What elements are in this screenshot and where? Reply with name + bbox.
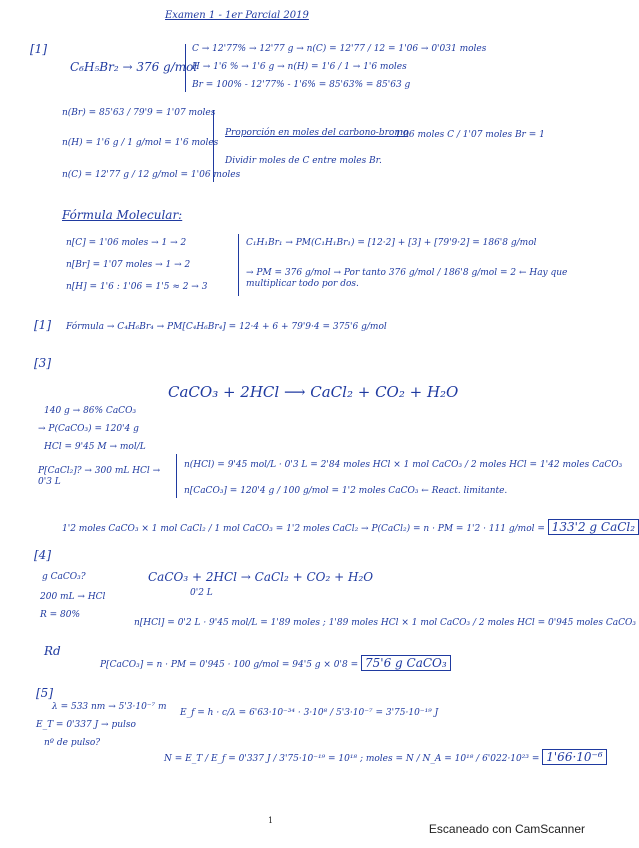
q1-fm-pm: C₁H₁Br₁ → PM(C₁H₁Br₁) = [12·2] + [3] + [79'9·2] = 186'8 g/mol bbox=[246, 238, 537, 248]
q5-label: [5] bbox=[36, 686, 53, 700]
q1-n-br: n(Br) = 85'63 / 79'9 = 1'07 moles bbox=[62, 108, 216, 118]
q5-given-question: nº de pulso? bbox=[44, 738, 101, 748]
q3-label: [3] bbox=[34, 356, 51, 370]
q2-label: [1] bbox=[34, 318, 51, 332]
q1-formula-heading: Fórmula Molecular: bbox=[62, 208, 183, 222]
q3-result-text: 1'2 moles CaCO₃ × 1 mol CaCl₂ / 1 mol CaCO₃ = 1'2 moles CaCl₂ → P(CaCl₂) = n · PM = 1'2 · 111 g/mol = bbox=[62, 524, 548, 534]
q4-result bbox=[100, 656, 451, 671]
q1-proportion-value: 1'06 moles C / 1'07 moles Br = 1 bbox=[395, 130, 545, 140]
q3-data-mass: 140 g → 86% CaCO₃ bbox=[44, 406, 137, 416]
q1-n-c: n(C) = 12'77 g / 12 g/mol = 1'06 moles bbox=[62, 170, 241, 180]
q3-result-box: 133'2 g CaCl₂ bbox=[548, 519, 639, 535]
q1-n-h: n(H) = 1'6 g / 1 g/mol = 1'6 moles bbox=[62, 138, 219, 148]
q1-fm-br: n[Br] = 1'07 moles → 1 → 2 bbox=[66, 260, 191, 270]
q1-fm-h: n[H] = 1'6 : 1'06 = 1'5 ≈ 2 → 3 bbox=[66, 282, 208, 292]
q5-given-wavelength: λ = 533 nm → 5'3·10⁻⁷ m bbox=[52, 702, 167, 712]
q4-volume: 0'2 L bbox=[190, 588, 213, 598]
q3-brace bbox=[176, 454, 177, 498]
q3-data-pure: → P(CaCO₃) = 120'4 g bbox=[38, 424, 139, 434]
q1-bromine-line: Br = 100% - 12'77% - 1'6% = 85'63% = 85'63 g bbox=[192, 80, 411, 90]
q1-proportion-label: Proporción en moles del carbono-bromo bbox=[225, 128, 409, 138]
q3-data-question: P[CaCl₂]? → 300 mL HCl → 0'3 L bbox=[38, 466, 161, 487]
q1-brace bbox=[185, 44, 186, 92]
page-number: 1 bbox=[268, 816, 274, 825]
q4-calc: n[HCl] = 0'2 L · 9'45 mol/L = 1'89 moles ; 1'89 moles HCl × 1 mol CaCO₃ / 2 moles HCl = 0'945 moles CaCO₃ bbox=[134, 618, 636, 628]
q1-proportion-note: Dividir moles de C entre moles Br. bbox=[225, 156, 382, 166]
q4-rd-label: Rd bbox=[44, 644, 61, 658]
q5-photons-text: N = E_T / E_f = 0'337 J / 3'75·10⁻¹⁹ = 10¹⁸ ; moles = N / N_A = 10¹⁸ / 6'022·10²³ = bbox=[164, 754, 543, 764]
q3-calc-caco3: n[CaCO₃] = 120'4 g / 100 g/mol = 1'2 moles CaCO₃ ← React. limitante. bbox=[184, 486, 508, 496]
q4-reaction: CaCO₃ + 2HCl → CaCl₂ + CO₂ + H₂O bbox=[148, 570, 374, 584]
scanner-watermark: Escaneado con CamScanner bbox=[428, 822, 585, 836]
q3-result bbox=[62, 520, 639, 535]
q1-fm-c: n[C] = 1'06 moles → 1 → 2 bbox=[66, 238, 187, 248]
q4-label: [4] bbox=[34, 548, 51, 562]
q3-data-hcl: HCl = 9'45 M → mol/L bbox=[44, 442, 146, 452]
q1-hydrogen-line: H → 1'6 % → 1'6 g → n(H) = 1'6 / 1 → 1'6 moles bbox=[192, 62, 407, 72]
q2-text: Fórmula → C₄H₆Br₄ → PM[C₄H₆Br₄] = 12·4 + 6 + 79'9·4 = 375'6 g/mol bbox=[66, 322, 387, 332]
q1-compound: C₆H₅Br₂ → 376 g/mol bbox=[70, 60, 198, 74]
q5-energy: E_f = h · c/λ = 6'63·10⁻³⁴ · 3·10⁸ / 5'3·10⁻⁷ = 3'75·10⁻¹⁹ J bbox=[180, 708, 439, 718]
q4-given-yield: R = 80% bbox=[40, 610, 81, 620]
q5-photons bbox=[164, 750, 607, 765]
q3-reaction: CaCO₃ + 2HCl ⟶ CaCl₂ + CO₂ + H₂O bbox=[168, 383, 459, 401]
q1-carbon-line: C → 12'77% → 12'77 g → n(C) = 12'77 / 12 = 1'06 → 0'031 moles bbox=[192, 44, 487, 54]
q4-given-mass: g CaCO₃? bbox=[42, 572, 86, 582]
q1-fm-brace bbox=[238, 234, 239, 296]
q1-fm-ratio: → PM = 376 g/mol → Por tanto 376 g/mol / 186'8 g/mol = 2 ← Hay que multiplicar todo por dos. bbox=[246, 268, 568, 289]
q5-photons-box: 1'66·10⁻⁶ bbox=[542, 749, 606, 765]
q1-proportion-brace bbox=[213, 110, 214, 182]
q4-given-volume: 200 mL → HCl bbox=[40, 592, 106, 602]
q3-calc-hcl: n(HCl) = 9'45 mol/L · 0'3 L = 2'84 moles HCl × 1 mol CaCO₃ / 2 moles HCl = 1'42 moles CaCO₃ bbox=[184, 460, 623, 470]
exam-title: Examen 1 - 1er Parcial 2019 bbox=[165, 10, 309, 21]
q5-given-energy: E_T = 0'337 J → pulso bbox=[36, 720, 136, 730]
q1-label: [1] bbox=[30, 42, 47, 56]
q4-result-box: 75'6 g CaCO₃ bbox=[361, 655, 451, 671]
q4-result-text: P[CaCO₃] = n · PM = 0'945 · 100 g/mol = 94'5 g × 0'8 = bbox=[100, 660, 361, 670]
